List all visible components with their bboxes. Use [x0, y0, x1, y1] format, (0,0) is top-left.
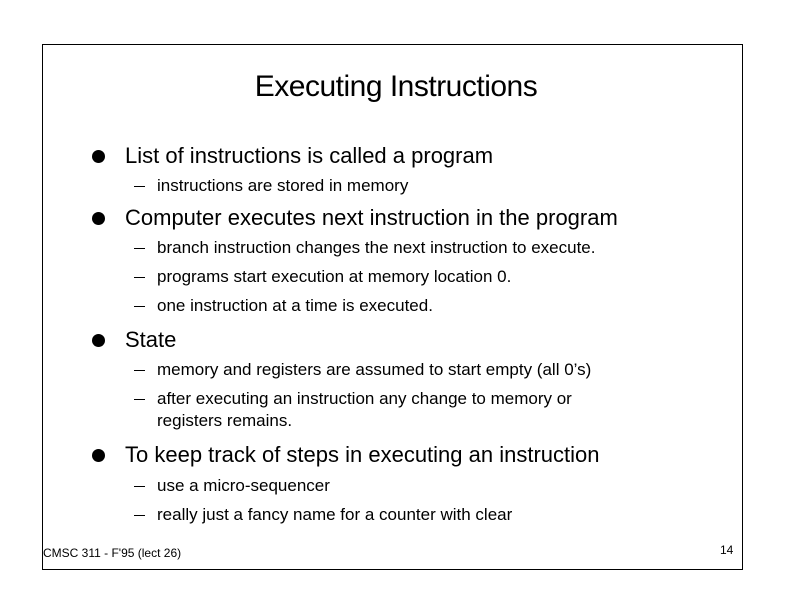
dash-marker — [134, 248, 145, 249]
sub-bullet: use a micro-sequencer — [157, 476, 330, 495]
sub-bullet-continuation: registers remains. — [157, 411, 293, 430]
sub-bullet: branch instruction changes the next instruction to execute. — [157, 238, 596, 257]
dash-marker — [134, 399, 145, 400]
dash-marker — [134, 277, 145, 278]
bullet-computer-executes: Computer executes next instruction in the program — [125, 205, 618, 230]
bullet-program: List of instructions is called a program — [125, 143, 494, 168]
sub-bullet: instructions are stored in memory — [157, 176, 409, 195]
dash-marker — [134, 515, 145, 516]
bullet-marker — [92, 150, 105, 163]
page-number: 14 — [720, 543, 734, 557]
dash-marker — [134, 370, 145, 371]
dash-marker — [134, 306, 145, 307]
slide-title: Executing Instructions — [254, 70, 538, 103]
bullet-marker — [92, 212, 105, 225]
sub-bullet: after executing an instruction any change to memory or — [157, 389, 572, 408]
sub-bullet: programs start execution at memory location 0. — [157, 267, 512, 286]
sub-bullet: one instruction at a time is executed. — [157, 296, 433, 315]
dash-marker — [134, 486, 145, 487]
bullet-marker — [92, 449, 105, 462]
bullet-marker — [92, 334, 105, 347]
bullet-state: State — [125, 327, 177, 352]
sub-bullet: really just a fancy name for a counter with clear — [157, 505, 513, 524]
sub-bullet: memory and registers are assumed to start empty (all 0’s) — [157, 360, 592, 379]
bullet-keep-track: To keep track of steps in executing an instruction — [125, 442, 600, 467]
dash-marker — [134, 186, 145, 187]
slide-footer: CMSC 311 - F'95 (lect 26) — [43, 546, 182, 560]
